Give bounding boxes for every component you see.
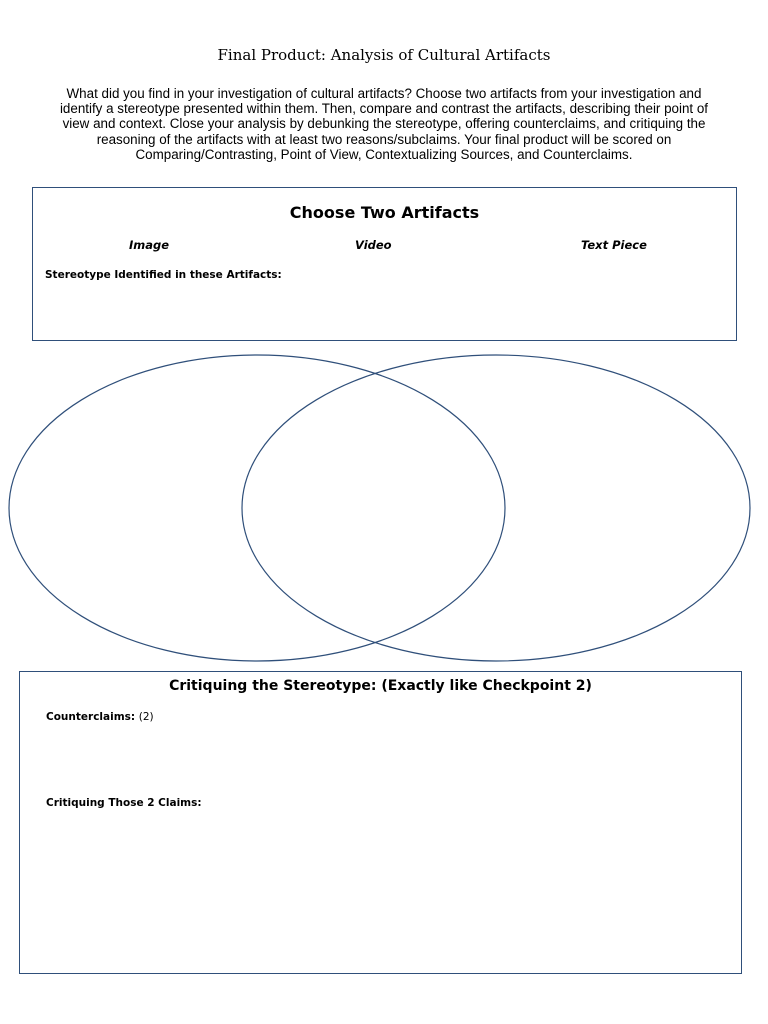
critique-stereotype-title: Critiquing the Stereotype: (Exactly like Checkpoint 2) xyxy=(169,678,592,694)
stereotype-field-label: Stereotype Identified in these Artifacts: xyxy=(45,269,282,281)
venn-right-circle xyxy=(242,355,750,661)
counterclaims-field-label xyxy=(46,711,154,723)
counterclaims-label-text: Counterclaims: xyxy=(46,711,136,723)
venn-diagram xyxy=(0,350,768,670)
counterclaims-count: (2) xyxy=(138,711,154,723)
choose-artifacts-title: Choose Two Artifacts xyxy=(289,203,480,222)
artifact-option-video: Video xyxy=(355,238,392,252)
instructions-line: reasoning of the artifacts with at least two reasons/subclaims. Your final product will be scored on xyxy=(96,131,672,147)
critiquing-claims-field-label: Critiquing Those 2 Claims: xyxy=(46,797,202,809)
document-title: Final Product: Analysis of Cultural Artifacts xyxy=(217,46,551,64)
instructions-line: Comparing/Contrasting, Point of View, Contextualizing Sources, and Counterclaims. xyxy=(135,146,633,162)
choose-artifacts-box xyxy=(32,187,737,341)
critique-stereotype-box xyxy=(19,671,742,974)
instructions-paragraph xyxy=(40,86,728,162)
instructions-line: view and context. Close your analysis by debunking the stereotype, offering counterclaims, and critiquing the xyxy=(62,116,706,132)
instructions-line: identify a stereotype presented within them. Then, compare and contrast the artifacts, describing their point of xyxy=(59,101,709,117)
artifact-option-text-piece: Text Piece xyxy=(581,238,647,252)
instructions-line: What did you find in your investigation of cultural artifacts? Choose two artifacts from your investigation and xyxy=(66,86,702,101)
artifact-option-image: Image xyxy=(129,238,170,252)
venn-left-circle xyxy=(9,355,505,661)
